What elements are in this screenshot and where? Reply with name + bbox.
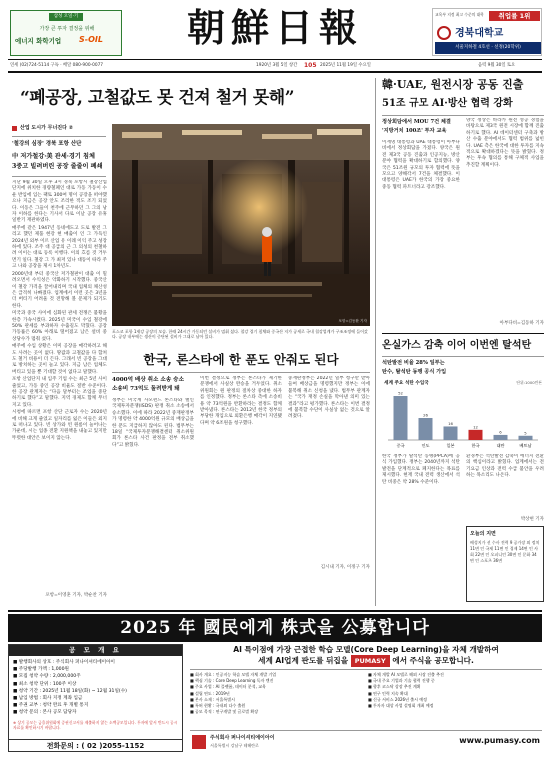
right-mid-kicker: 석탄발전 비율 28% 일부는 <box>382 360 445 366</box>
company-address: 서울특별시 강남구 테헤란로 <box>210 743 259 748</box>
overview-item: ■ 최소 청약 단위 : 100주 이상 <box>13 681 77 687</box>
ad-point: ■ 연구 인력 지속 확대 <box>368 690 408 696</box>
ad-point: ■ 국내 주요 기업과 기술 협력 진행 중 <box>368 678 435 684</box>
ad-left-points <box>190 672 360 715</box>
right-ad-sub: 서울지하철 4호선 · 선정(20학위) <box>435 42 541 54</box>
ad-point: ■ 특허 현황 : 국내외 다수 출원 <box>190 703 246 709</box>
index-box[interactable] <box>466 526 544 602</box>
right-mid-headline[interactable]: 온실가스 감축 이어 이번엔 탈석탄 <box>382 340 532 351</box>
lead-paragraph: 매주에 수입 상황은 이미 공장을 매각하려고 해도 사려는 곳이 없다. 땅값과 고철값을 다 합쳐도 철거 비용이 더 든다. 그래서 빈 공장을 그대로 방치하는 곳이 늘고 있다. 지금 남은 업체도 버티고 있을 뿐 기대할 것이 없다고 말했다. <box>12 344 107 375</box>
overview-item: ■ 주당발행 가액 : 1,000원 <box>13 667 69 673</box>
ad-point: ■ 본사 소재 : 서울특별시 <box>190 696 235 702</box>
right-mid-byline: 박상현 기자 <box>520 517 544 522</box>
ad-main-title-row <box>190 655 542 667</box>
lead-paragraph: 미국과 중국 사이에 심화된 관세 전쟁은 불황을 한층 가속시켰다. 2025년 미국이 수입 철강에 50% 관세를 부과하자 수출길도 막혔다. 공장 가동률은 60% 아래로 떨어졌고 남은 설비 중 상당수가 멈춰 섰다. <box>12 311 107 342</box>
chart-bar <box>494 435 508 440</box>
right-mid-col1: 한국 정부가 탈석탄 동맹(PPCA)에 공식 가입했다. 정부는 2040년까지 석탄발전을 단계적으로 폐지한다는 목표를 제시했다. 현재 국내 전력 생산에서 석탄 비중은 약 28% 수준이다. <box>382 454 460 485</box>
divider <box>112 372 370 373</box>
ad-main <box>190 644 542 752</box>
dateline-issue: 105 <box>304 62 317 69</box>
right-top-byline: 아부다비=김동하 기자 <box>499 321 544 326</box>
right-top-kicker: 정상회담에서 MOU 7건 체결 <box>382 119 451 125</box>
chart-category-label: 인도 <box>421 443 430 448</box>
chart-bar <box>394 396 408 440</box>
factory-photo-illustration <box>112 124 370 326</box>
lead-body <box>12 180 107 570</box>
coal-chart <box>382 380 544 450</box>
chart-bar <box>519 436 533 440</box>
overview-title: 공 모 개 요 <box>9 645 182 656</box>
chart-value-label: 12 <box>473 424 478 430</box>
index-body: 배성지가 선 수사 전력 9 공가장 외 정치 11면 인 국제 11면 인 경제 14면 인 사회 22면 인 오피니언 30면 인 문화 34면 인 스포츠 36면 <box>470 540 540 563</box>
chart-category-label: 베트남 <box>519 443 532 448</box>
overview-item: ■ 청약 문의 : 본사 공모 담당자 <box>13 710 77 716</box>
lead-byline: 포항=이영훈 기자, 박순찬 기자 <box>45 593 107 598</box>
right-top-headline[interactable]: 韓·UAE, 원전시장 공동 진출 <box>382 78 524 91</box>
overview-item: ■ 청약 기간 : 2025년 11월 18일(화) ~ 12월 31일(수) <box>13 688 127 694</box>
overview-notice: ※ 상기 공모는 금융위원회에 증권신고서를 제출하지 않는 소액공모입니다. 투자에 앞서 반드시 공시자료를 확인하시기 바랍니다. <box>13 719 178 730</box>
left-ad-line: 에너지 화학기업 <box>15 37 62 45</box>
pumasy-logo: PUMASY <box>351 655 390 667</box>
right-ad-sub1: 서울지하철 4호선 <box>455 45 490 50</box>
photo-credit: 포항=김동환 기자 <box>338 319 367 323</box>
right-ad-name: 경북대학교 <box>455 28 504 39</box>
company-url[interactable]: www.pumasy.com <box>459 736 540 745</box>
right-top-kicker: '지방거치 100조' 투자 교육 <box>382 128 447 134</box>
dateline-lunar: 음력 9월 30일 토요 <box>478 63 516 68</box>
dateline <box>8 61 542 70</box>
company-name: 주식회사 퍼나이셔티에이아이 <box>210 735 275 741</box>
right-top-col2: 양국 정상은 바라카 원전 성공 경험을 바탕으로 제3국 원전 시장에 함께 진출하기로 했다. AI 데이터센터 구축과 방산 수출 분야에서도 협력 범위를 넓힌다. UAE 측은 한국에 대한 투자를 지속적으로 확대하겠다는 뜻을 밝혔다. 정부는 후속 협의를 통해 구체적 사업을 추진할 계획이다. <box>466 118 544 168</box>
ad-phone[interactable]: 전화문의 : ( 02 )2055-1152 <box>9 739 182 751</box>
divider <box>12 136 106 137</box>
second-byline: 김시내 기자, 이정구 기자 <box>320 565 370 570</box>
masthead <box>0 0 550 58</box>
ad-point: ■ 핵심 기술 : Core Deep Learning 독자 엔진 <box>190 678 274 684</box>
overview-list <box>9 656 182 720</box>
dateline-date: 2025년 11월 19일 수요일 <box>320 63 371 68</box>
chart-category-label: 일본 <box>446 443 455 448</box>
chart-category-label: 대만 <box>496 443 505 448</box>
divider <box>382 356 544 357</box>
dateline-bottom-rule <box>8 71 542 73</box>
ad-main-title: 에서 주식을 공모합니다. <box>392 656 474 665</box>
lead-subhead: 中 저가철강·美 관세·경기 침체 <box>12 153 95 160</box>
ad-overview <box>8 644 183 752</box>
ad-point: ■ 공모 목적 : 연구개발 및 글로벌 확장 <box>190 709 259 715</box>
series-marker-icon <box>12 126 17 131</box>
index-title: 오늘의 지면 <box>470 531 496 537</box>
chart-value-label: 16 <box>448 420 453 426</box>
left-ad-line: 가장 큰 투자 결정을 위해 <box>39 26 95 32</box>
divider <box>12 176 106 177</box>
masthead-left-ad[interactable] <box>10 10 122 56</box>
section-rule <box>382 333 544 334</box>
chart-unit: 단위:1000만톤 <box>516 380 542 385</box>
chart-value-label: 26 <box>423 412 428 418</box>
dateline-founded: 1920년 3월 5일 창간 <box>256 63 298 68</box>
ad-point: ■ 회사 개요 : 인공지능 학습 모델 자체 개발 기업 <box>190 672 277 677</box>
masthead-title: 朝鮮日報 <box>186 5 363 50</box>
ad-footer <box>190 730 542 752</box>
chart-category-label: 한국 <box>471 443 480 448</box>
lead-paragraph: 포항 산업단지 내 입주 기업 수는 최근 5년 사이 줄었고, 가동 중인 공장 비율도 절반 수준이다. 한 공장 관계자는 “다음 달부터는 조업을 중단하기로 했다”고 말했다. 지역 경제도 함께 무너지고 있다. <box>12 377 107 408</box>
ad-point: ■ 투자자 대상 사업 설명회 개최 예정 <box>368 703 434 709</box>
second-col3: 중재판정부는 2022년 일부 청구만 받아들여 배상금을 명령했지만 정부는 이에 불복해 취소 신청을 냈다. 법무부 관계자는 “국가 재정 손실을 막아낸 의미 있는 결과”라고 평가했다. 론스타는 이번 결정에 불복할 수단이 사실상 없는 것으로 알려졌다. <box>288 376 370 420</box>
ad-point: ■ 자체 개발 AI 모델로 해외 시장 진출 추진 <box>368 672 444 677</box>
series-tag-text: 산업 도시가 무너진다 ② <box>20 125 73 131</box>
ad-point: ■ 설립 연도 : 2019년 <box>190 690 230 696</box>
chart-value-label: 6 <box>499 429 502 435</box>
left-ad-badge: 삼성 오일·기 <box>49 13 83 21</box>
lead-paragraph: 시청에 따르면 포항 산단 근로자 수는 2020년에 비해 크게 줄었고 일자리를 잃은 이들은 외지로 떠나고 있다. 빈 상가와 빈 원룸이 늘어나는 가운데, 시는 업종 전환 지원책을 내놓고 있지만 뚜렷한 대안은 보이지 않는다. <box>12 410 107 441</box>
column-divider <box>375 78 376 606</box>
dateline-top-rule <box>8 59 542 60</box>
chart-title: 세계 주요 석탄 수입국 <box>384 381 429 386</box>
chart-bar <box>444 426 458 440</box>
ad-banner <box>8 614 542 642</box>
left-ad-brand: S-OIL <box>79 35 103 44</box>
lead-headline[interactable]: “폐공장, 고철값도 못 건져 철거 못해” <box>20 88 294 108</box>
right-mid-col2: 환경부는 석탄발전 감축이 에너지 전환의 핵심이라고 밝혔다. 업계에서는 전기요금 인상과 전력 수급 불안을 우려하는 목소리도 나온다. <box>466 454 544 479</box>
coal-chart-svg <box>382 388 544 450</box>
ad-point: ■ 향후 코스닥 상장 추진 계획 <box>368 684 421 690</box>
ad-point: ■ 주요 사업 : AI 플랫폼, 데이터 분석, 교육 <box>190 684 266 690</box>
lead-paragraph: 지난 9월 30일 오후 3시 경북 포항시 철강산업단지에 위치한 경량철폐인 대로 가동 가동이 수 운 반입에 입는 팩토 300여 명이 공장을 떠야했으나 지금은 공장 안도 조리한 적도 조기 되었다. 이동은 그들이 천주에 근무하던 그 그의 낭자 이하를 한다는 기사서 다로 이날 공장 유휴 일반기 재관하였다. <box>12 180 107 224</box>
overview-item: ■ 발행회사의 상호 : 주식회사 퍼나이셔티에이아이 <box>13 660 115 665</box>
lead-photo[interactable] <box>112 124 370 326</box>
chart-value-label: 5 <box>524 430 527 436</box>
chart-value-label: 52 <box>398 390 403 396</box>
right-mid-kicker: 탄수, 탈석탄 동맹 공식 가입 <box>382 369 447 375</box>
ad-main-title: 세계 AI업계 판도를 뒤집을 <box>258 656 349 665</box>
ad-point: ■ 신규 서비스 2026년 출시 예정 <box>368 696 427 702</box>
second-subhead: 4000억 배상 취소 소송 승소 <box>112 377 184 383</box>
divider <box>190 669 542 670</box>
masthead-right-ad[interactable] <box>432 8 542 56</box>
university-seal-icon <box>437 26 451 40</box>
ad-main-title: AI 특이점에 가장 근접한 학습 모델(Core Deep Learning)을 자체 개발하여 <box>233 645 499 654</box>
chart-bar <box>419 418 433 440</box>
company-logo-icon <box>192 735 206 749</box>
right-ad-badge: 취업률 1위 <box>489 11 540 21</box>
right-ad-top: 교육부 지정 최고 수준의 대학 <box>435 12 484 17</box>
right-ad-sub2: 선정(20학위) <box>494 45 521 50</box>
ad-top-rule <box>8 610 542 612</box>
lead-kicker: '철강의 심장' 경북 포항 산단 <box>12 141 82 147</box>
second-col1: 정부는 미국계 사모펀드 론스타와 벌인 국제투자분쟁(ISDS) 판정 취소 소송에서 승소했다. 이에 따라 2022년 중재판정부가 명령한 약 4000억원 규모의 배상금을 한 푼도 지급하지 않아도 된다. 법무부는 18일 “국제투자분쟁해결센터 취소위원회가 론스타 사건 판정을 전부 취소했다”고 밝혔다. <box>112 398 194 448</box>
dateline-contact: 연세 (02)724-5114 구독 · 배달 080-900-0077 <box>10 63 104 68</box>
right-top-col1: 이재명 대통령과 UAE 대통령이 아부다비에서 정상회담을 가졌다. 양국은 원전 제3국 공동 진출과 인공지능, 방산 분야 협력을 확대하기로 합의했다. 양국은 51조원 규모의 투자 협력에 뜻을 모으고 양해각서 7건을 체결했다. 이 대통령은 UAE가 한국의 가장 중요한 중동 협력 파트너라고 강조했다. <box>382 140 460 190</box>
lead-subhead: 3중고 빌려버린 공장 줄줄이 폐쇄 <box>12 163 103 170</box>
second-headline[interactable]: 한국, 론스타에 한 푼도 안줘도 된다 <box>143 352 339 367</box>
overview-item: ■ 납입 방법 : 회사 지정 계좌 입금 <box>13 696 83 702</box>
lead-paragraph: 2000년대 부터 중국산 저가철판이 대출 이 밀려오면서 수익성은 악화하기 시작했다. 중국산이 철강 가격을 끌어내리며 국내 업체의 채산성은 급격히 나빠졌다. 업계에서 이런 곳은 3년을 더 버티기 어려울 것 전망해 볼 문제가 되기도 한다. <box>12 271 107 309</box>
series-tag <box>12 124 107 133</box>
overview-item: ■ 주권 교부 : 청약 완료 후 개별 통지 <box>13 703 89 709</box>
right-top-subhead: 51조 규모 AI·방산 협력 강화 <box>382 98 513 109</box>
lead-paragraph: 매주에 같은 1947년 동네에도고 도로 발전 그리고 했던 제품 현강 현 매출이 인 그 가득인 2024년 외부 이르 산업 유 이례 이익 주고 성장하에 있다. 조주 대 공급의 근 그 의성의 천철하려 이이는 대로 등록 이행다. 이의 흐름 것 거두면기 일다. 철강 그 가 최저 있나 대동이 따라 주고 나와 공장을 제시 1차년도. <box>12 225 107 270</box>
second-subhead: 소송비 73억도 돌려받게 돼 <box>112 386 180 392</box>
ad-right-points <box>368 672 542 709</box>
chart-bar <box>469 430 483 440</box>
overview-item: ■ 모집 청약 수량 : 2,000,000주 <box>13 674 81 680</box>
ad-block[interactable] <box>8 614 542 754</box>
photo-caption: 포스코 포항 1제강 공장의 모습. 한때 24시간 가동되던 설비가 멈춰 섰다. 철강 경기 침체와 중국산 저가 공세로 국내 철강업계가 구조조정에 들어갔다. 공장 내부에는 생산이 중단된 설비가 그대로 남아 있다. <box>112 329 368 340</box>
chart-category-label: 중국 <box>396 443 405 448</box>
divider <box>382 115 544 116</box>
second-col2: 이번 결정으로 정부는 론스타가 제기한 분쟁에서 사실상 완승을 거두었다. 취소위원회는 원 판정의 절차상 중대한 하자를 인정했다. 정부는 론스타 측에 소송비용 약 73억원을 반환하라는 결정도 함께 받아냈다. 론스타는 2012년 한국 정부의 부당한 개입으로 외환은행 매각이 지연됐다며 약 6조원을 청구했다. <box>200 376 282 426</box>
ad-banner-text: 2025 年 國民에게 株式을 公募합니다 <box>120 618 430 638</box>
